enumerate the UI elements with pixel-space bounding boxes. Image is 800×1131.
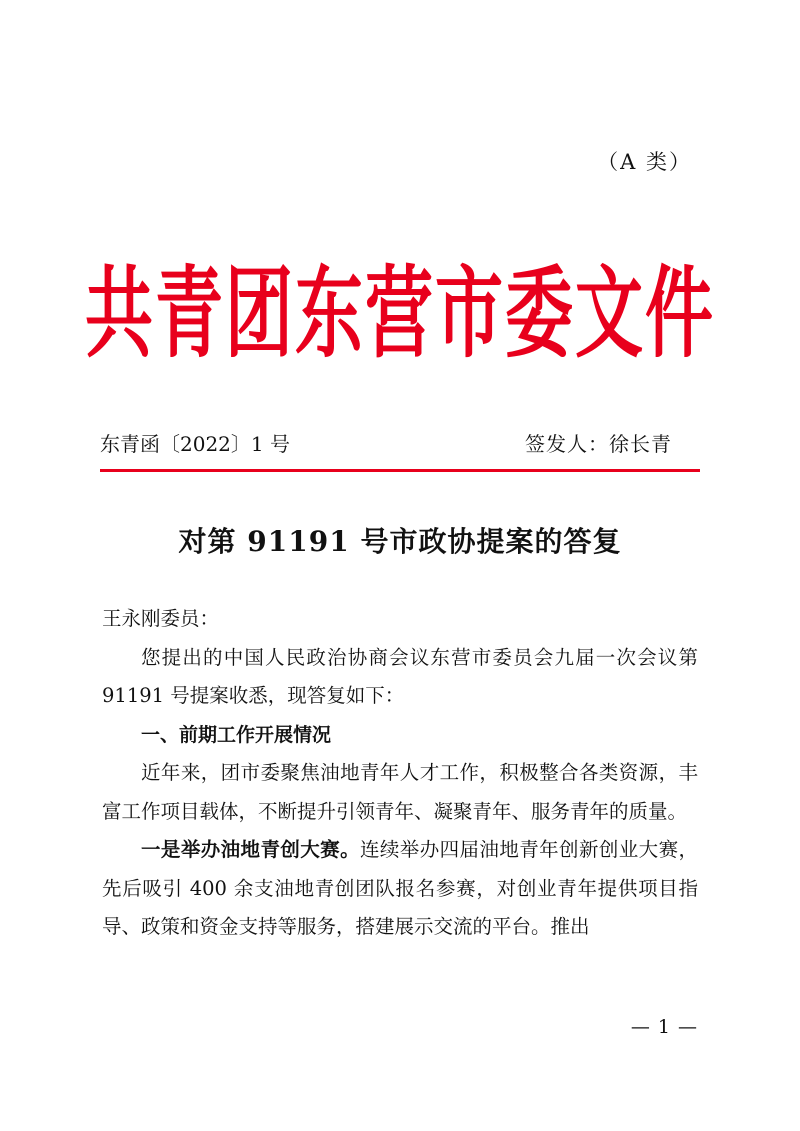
paragraph-lead: 一是举办油地青创大赛。: [141, 838, 360, 861]
red-divider: [100, 469, 700, 472]
document-header-line: [100, 428, 700, 462]
document-masthead: 共青团东营市委文件: [84, 257, 715, 373]
signer: 签发人：徐长青: [525, 432, 672, 456]
document-title: 对第 91191 号市政协提案的答复: [178, 525, 622, 558]
classification-label: （A 类）: [597, 150, 692, 174]
salutation: 王永刚委员：: [102, 607, 220, 630]
page-number: — 1 —: [630, 1016, 698, 1038]
paragraph-text: 连续举办四届油地青年创新创业大赛，先后吸引 400 余支油地青创团队报名参赛，对创业青年提供项目指导、政策和资金支持等服务，搭建展示交流的平台。推出: [102, 838, 698, 938]
intro-paragraph: 您提出的中国人民政治协商会议东营市委员会九届一次会议第 91191 号提案收悉，现答复如下：: [102, 645, 698, 707]
body-paragraph: 近年来，团市委聚焦油地青年人才工作，积极整合各类资源，丰富工作项目载体，不断提升引领青年、凝聚青年、服务青年的质量。: [102, 761, 698, 823]
section-heading: 一、前期工作开展情况: [141, 723, 332, 746]
document-number: 东青函〔2022〕1 号: [100, 432, 290, 456]
document-body: [102, 600, 698, 947]
body-paragraph-2: [102, 831, 698, 947]
